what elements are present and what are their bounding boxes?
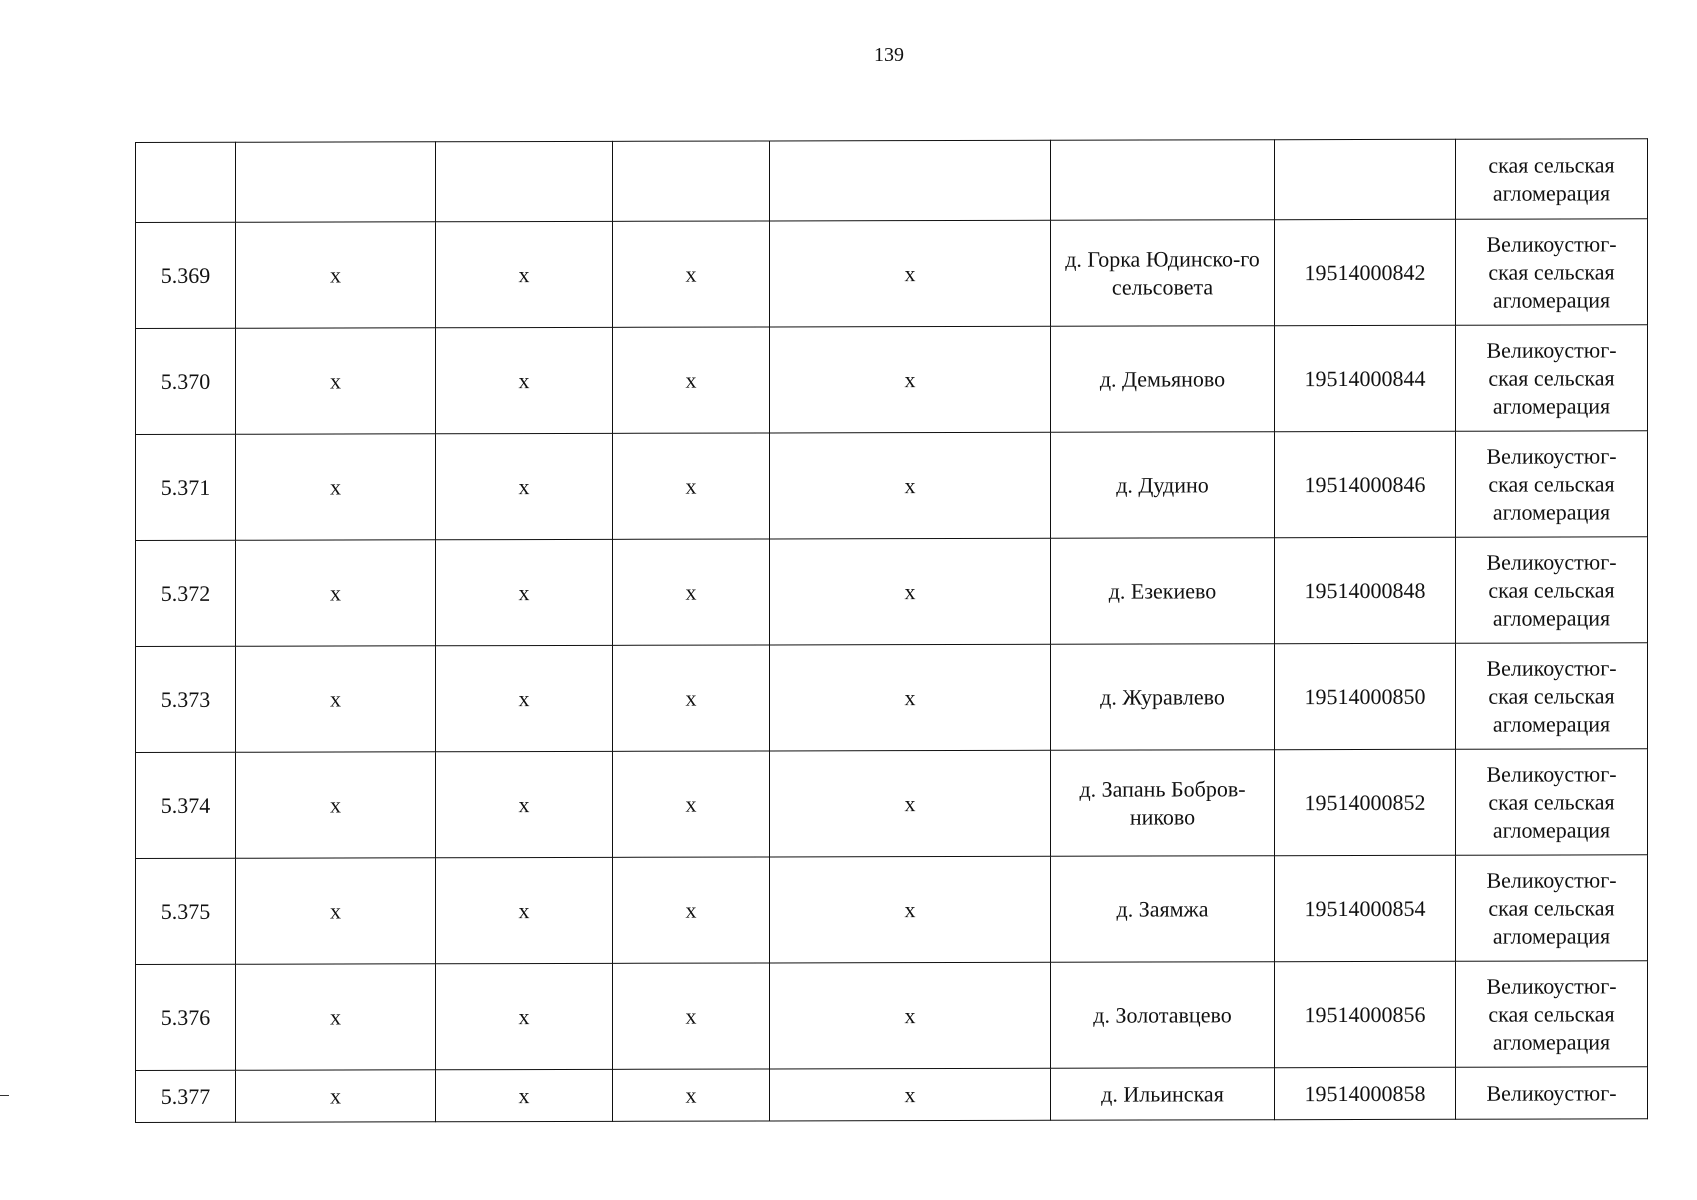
x-cell-4: х (770, 1068, 1051, 1121)
x-cell-1: х (236, 752, 436, 858)
x-cell-2: х (436, 963, 613, 1069)
agglomeration-line: агломерация (1492, 498, 1611, 525)
x-cell-4: х (770, 538, 1051, 645)
agglomeration-line: ская сельская (1488, 788, 1615, 815)
row-number-cell: 5.371 (136, 434, 236, 540)
x-cell-1: х (236, 646, 436, 752)
oktmo-code-cell: 19514000848 (1275, 537, 1456, 643)
agglomeration-cell (1456, 1067, 1648, 1119)
agglomeration-line: ская сельская (1488, 258, 1615, 285)
agglomeration-line: Великоустюг- (1486, 654, 1617, 681)
row-number-cell: 5.375 (136, 858, 236, 964)
x-cell-1: х (236, 858, 436, 964)
x-cell-1 (236, 142, 436, 222)
agglomeration-line: ская сельская (1488, 470, 1615, 497)
row-number-cell: 5.377 (136, 1070, 236, 1122)
x-cell-4: х (770, 856, 1051, 963)
agglomeration-line: Великоустюг- (1486, 442, 1617, 469)
x-cell-3: х (613, 857, 770, 963)
settlement-name-cell: д. Журавлево (1051, 644, 1275, 751)
x-cell-4: х (770, 432, 1051, 539)
x-cell-4: х (770, 962, 1051, 1069)
settlement-name-cell: д. Золотавцево (1051, 962, 1275, 1069)
x-cell-1: х (236, 328, 436, 434)
row-number-cell: 5.373 (136, 646, 236, 752)
agglomeration-cell (1456, 855, 1648, 961)
row-number-cell: 5.372 (136, 540, 236, 646)
row-number-cell (136, 142, 236, 222)
x-cell-3: х (613, 1069, 770, 1121)
agglomeration-cell (1456, 961, 1648, 1067)
oktmo-code-cell: 19514000858 (1275, 1067, 1456, 1119)
oktmo-code-cell: 19514000852 (1275, 749, 1456, 855)
x-cell-1: х (236, 540, 436, 646)
agglomeration-line: Великоустюг- (1486, 972, 1617, 999)
table-row (136, 749, 1648, 859)
table-row (136, 139, 1648, 223)
agglomeration-line: ская сельская (1488, 1000, 1615, 1027)
agglomeration-line: агломерация (1492, 286, 1611, 313)
agglomeration-line: агломерация (1492, 710, 1611, 737)
settlement-name-cell: д. Дудино (1051, 432, 1275, 539)
x-cell-4: х (770, 750, 1051, 857)
agglomeration-line: Великоустюг- (1486, 230, 1617, 257)
x-cell-4: х (770, 326, 1051, 433)
x-cell-2: х (436, 1069, 613, 1121)
table-row (136, 961, 1648, 1071)
x-cell-2: х (436, 433, 613, 539)
x-cell-2: х (436, 645, 613, 751)
table-row (136, 537, 1648, 647)
x-cell-4: х (770, 644, 1051, 751)
row-number-cell: 5.369 (136, 222, 236, 328)
x-cell-2: х (436, 751, 613, 857)
x-cell-2: х (436, 221, 613, 327)
agglomeration-line: Великоустюг- (1486, 548, 1617, 575)
x-cell-1: х (236, 222, 436, 328)
settlement-name-cell: д. Горка Юдинско-го сельсовета (1051, 220, 1275, 327)
x-cell-3: х (613, 433, 770, 539)
agglomeration-line: Великоустюг- (1486, 866, 1617, 893)
x-cell-1: х (236, 434, 436, 540)
table-body (136, 139, 1648, 1123)
oktmo-code-cell: 19514000846 (1275, 431, 1456, 537)
agglomeration-line: Великоустюг- (1486, 760, 1617, 787)
x-cell-3: х (613, 751, 770, 857)
x-cell-1: х (236, 964, 436, 1070)
x-cell-4: х (770, 220, 1051, 327)
agglomeration-line: агломерация (1492, 922, 1611, 949)
table-row (136, 219, 1648, 329)
x-cell-1: х (236, 1070, 436, 1122)
agglomeration-line: ская сельская (1488, 576, 1615, 603)
oktmo-code-cell (1275, 139, 1456, 219)
x-cell-3 (613, 141, 770, 221)
page-number: 139 (874, 44, 904, 66)
settlement-name-cell: д. Запань Бобров-никово (1051, 750, 1275, 857)
settlement-name-cell: д. Езекиево (1051, 538, 1275, 645)
oktmo-code-cell: 19514000844 (1275, 325, 1456, 431)
agglomeration-cell (1456, 643, 1648, 749)
agglomeration-line: агломерация (1492, 179, 1611, 206)
x-cell-3: х (613, 539, 770, 645)
agglomeration-cell (1456, 325, 1648, 431)
row-number-cell: 5.370 (136, 328, 236, 434)
row-number-cell: 5.374 (136, 752, 236, 858)
scan-margin-mark (0, 1095, 9, 1096)
settlement-name-cell: д. Демьяново (1051, 326, 1275, 433)
agglomeration-line: агломерация (1492, 604, 1611, 631)
agglomeration-cell (1456, 219, 1648, 325)
agglomeration-line: ская сельская (1488, 682, 1615, 709)
settlement-name-cell: д. Ильинская (1051, 1068, 1275, 1121)
table-row (136, 855, 1648, 965)
x-cell-2: х (436, 327, 613, 433)
x-cell-2: х (436, 857, 613, 963)
agglomeration-cell (1456, 749, 1648, 855)
agglomeration-line: агломерация (1492, 1028, 1611, 1055)
agglomeration-line: ская сельская (1488, 894, 1615, 921)
agglomeration-line: агломерация (1492, 816, 1611, 843)
agglomeration-line: ская сельская (1488, 151, 1615, 178)
agglomeration-line: Великоустюг- (1486, 336, 1617, 363)
row-number-cell: 5.376 (136, 964, 236, 1070)
table-row (136, 325, 1648, 435)
table-row (136, 431, 1648, 541)
agglomeration-cell (1456, 431, 1648, 537)
oktmo-code-cell: 19514000854 (1275, 855, 1456, 961)
settlement-name-cell (1051, 140, 1275, 221)
settlement-name-cell: д. Заямжа (1051, 856, 1275, 963)
oktmo-code-cell: 19514000856 (1275, 961, 1456, 1067)
table-row (136, 1067, 1648, 1123)
x-cell-4 (770, 140, 1051, 221)
oktmo-code-cell: 19514000850 (1275, 643, 1456, 749)
oktmo-code-cell: 19514000842 (1275, 219, 1456, 325)
x-cell-2 (436, 141, 613, 221)
x-cell-2: х (436, 539, 613, 645)
agglomeration-line: ская сельская (1488, 364, 1615, 391)
x-cell-3: х (613, 221, 770, 327)
settlements-table (135, 138, 1648, 1123)
x-cell-3: х (613, 963, 770, 1069)
table-row (136, 643, 1648, 753)
x-cell-3: х (613, 645, 770, 751)
x-cell-3: х (613, 327, 770, 433)
agglomeration-cell (1456, 537, 1648, 643)
agglomeration-line: Великоустюг- (1486, 1079, 1617, 1106)
agglomeration-cell (1456, 139, 1648, 219)
agglomeration-line: агломерация (1492, 392, 1611, 419)
